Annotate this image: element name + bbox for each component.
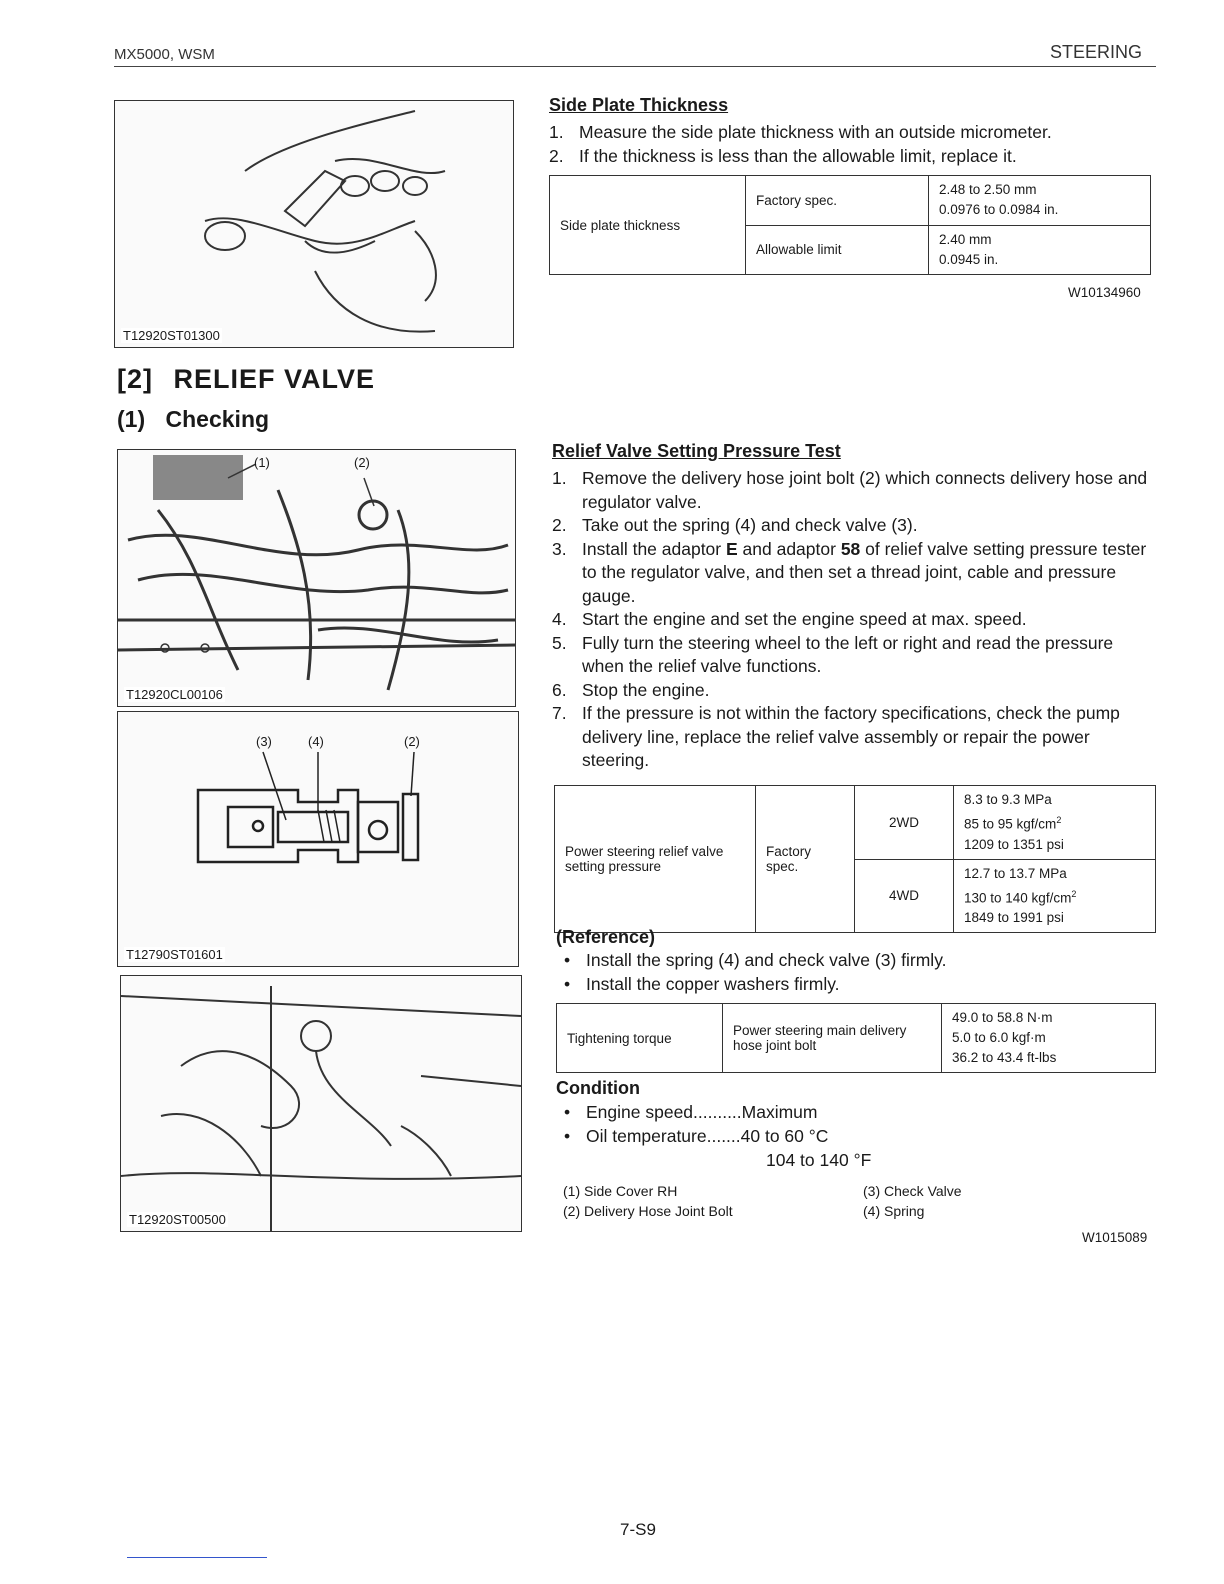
figure-engine-compartment <box>117 449 516 707</box>
torque-table <box>556 1003 1156 1073</box>
legend-item: (3) Check Valve <box>863 1183 962 1199</box>
list-item: 5. Fully turn the steering wheel to the left or right and read the pressure when the relief valve functions. <box>552 632 1114 676</box>
subsection-number: (1) <box>117 406 146 432</box>
list-item: 3. Install the adaptor E and adaptor 58 of relief valve setting pressure tester to the regulator valve, and then set a thread joint, cable and pressure gauge. <box>552 538 1147 606</box>
footer-line <box>127 1557 267 1558</box>
callout-3: (3) <box>256 734 272 749</box>
list-item: • Oil temperature.......40 to 60 °C <box>556 1124 1156 1148</box>
figure-code: T12920CL00106 <box>126 687 223 702</box>
list-item: 2. Take out the spring (4) and check valve (3). <box>552 515 918 535</box>
table-cell: 2.40 mm 0.0945 in. <box>929 225 1151 275</box>
condition-fahrenheit: 104 to 140 °F <box>766 1150 872 1170</box>
subsection-heading <box>117 406 269 433</box>
valve-illustration <box>118 712 518 966</box>
callout-2: (2) <box>354 455 370 470</box>
condition-list <box>556 1100 1156 1148</box>
figure-valve-section <box>117 711 519 967</box>
gauge-illustration <box>121 976 521 1231</box>
table-cell: Side plate thickness <box>550 176 746 275</box>
legend-item: (2) Delivery Hose Joint Bolt <box>563 1203 733 1219</box>
figure-gauge-install <box>120 975 522 1232</box>
callout-4: (4) <box>308 734 324 749</box>
relief-test-title: Relief Valve Setting Pressure Test <box>552 441 841 461</box>
legend-left <box>563 1181 733 1221</box>
section-number: [2] <box>117 364 153 394</box>
table-cell: Power steering relief valve setting pressure <box>555 786 756 933</box>
reference-list <box>556 948 1156 996</box>
side-plate-title: Side Plate Thickness <box>549 95 729 115</box>
figure-micrometer <box>114 100 514 348</box>
table-cell: 49.0 to 58.8 N·m 5.0 to 6.0 kgf·m 36.2 to 43.4 ft-lbs <box>942 1004 1156 1073</box>
list-item: 7. If the pressure is not within the factory specifications, check the pump delivery line, replace the relief valve assembly or repair the power steering. <box>552 703 1120 770</box>
figure-code: T12920ST01300 <box>123 328 220 343</box>
header-chapter-title: STEERING <box>1050 42 1143 62</box>
list-item: • Install the copper washers firmly. <box>556 972 1156 996</box>
table-cell: 4WD <box>855 859 954 933</box>
document-code: W1015089 <box>1082 1230 1148 1245</box>
legend-item: (1) Side Cover RH <box>563 1183 678 1199</box>
header-manual-title: MX5000, WSM <box>114 46 215 63</box>
list-item: 1. Remove the delivery hose joint bolt (2) which connects delivery hose and regulator valve. <box>552 468 1148 512</box>
list-item: 6. Stop the engine. <box>552 679 710 700</box>
relief-pressure-table <box>554 785 1156 933</box>
callout-1: (1) <box>254 455 270 470</box>
table-cell: Allowable limit <box>746 225 929 275</box>
table-cell: Tightening torque <box>557 1004 723 1073</box>
list-item: 4. Start the engine and set the engine speed at max. speed. <box>552 609 1027 629</box>
figure-code: T12790ST01601 <box>126 947 223 962</box>
table-cell: Factory spec. <box>746 176 929 226</box>
header-rule <box>114 66 1156 67</box>
table-cell: 8.3 to 9.3 MPa 85 to 95 kgf/$cm^2$ 1209 to 1351 psi <box>954 786 1156 860</box>
reference-title: (Reference) <box>556 927 656 947</box>
list-item: • Engine speed..........Maximum <box>556 1100 1156 1124</box>
side-plate-table <box>549 175 1151 275</box>
legend-right <box>863 1181 962 1221</box>
list-item: 2. If the thickness is less than the allowable limit, replace it. <box>549 145 1017 166</box>
table-cell: 2WD <box>855 786 954 860</box>
section-heading <box>117 364 375 395</box>
engine-illustration <box>118 450 515 706</box>
list-item: 1. Measure the side plate thickness with an outside micrometer. <box>549 122 1052 142</box>
micrometer-illustration <box>115 101 513 347</box>
relief-test-steps <box>552 467 1158 773</box>
section-title: RELIEF VALVE <box>173 364 376 394</box>
table-cell: Factory spec. <box>756 786 855 933</box>
list-item: • Install the spring (4) and check valve (3) firmly. <box>556 948 1156 972</box>
page-number: 7-S9 <box>620 1520 656 1539</box>
legend-item: (4) Spring <box>863 1203 925 1219</box>
table-cell: 12.7 to 13.7 MPa 130 to 140 kgf/$cm^2$ 1849 to 1991 psi <box>954 859 1156 933</box>
callout-2-valve: (2) <box>404 734 420 749</box>
document-code: W10134960 <box>1068 285 1141 300</box>
figure-code: T12920ST00500 <box>129 1212 226 1227</box>
subsection-title: Checking <box>165 406 270 432</box>
condition-title: Condition <box>556 1078 640 1098</box>
table-cell: 2.48 to 2.50 mm 0.0976 to 0.0984 in. <box>929 176 1151 226</box>
side-plate-steps <box>549 121 1159 168</box>
table-cell: Power steering main delivery hose joint bolt <box>723 1004 942 1073</box>
